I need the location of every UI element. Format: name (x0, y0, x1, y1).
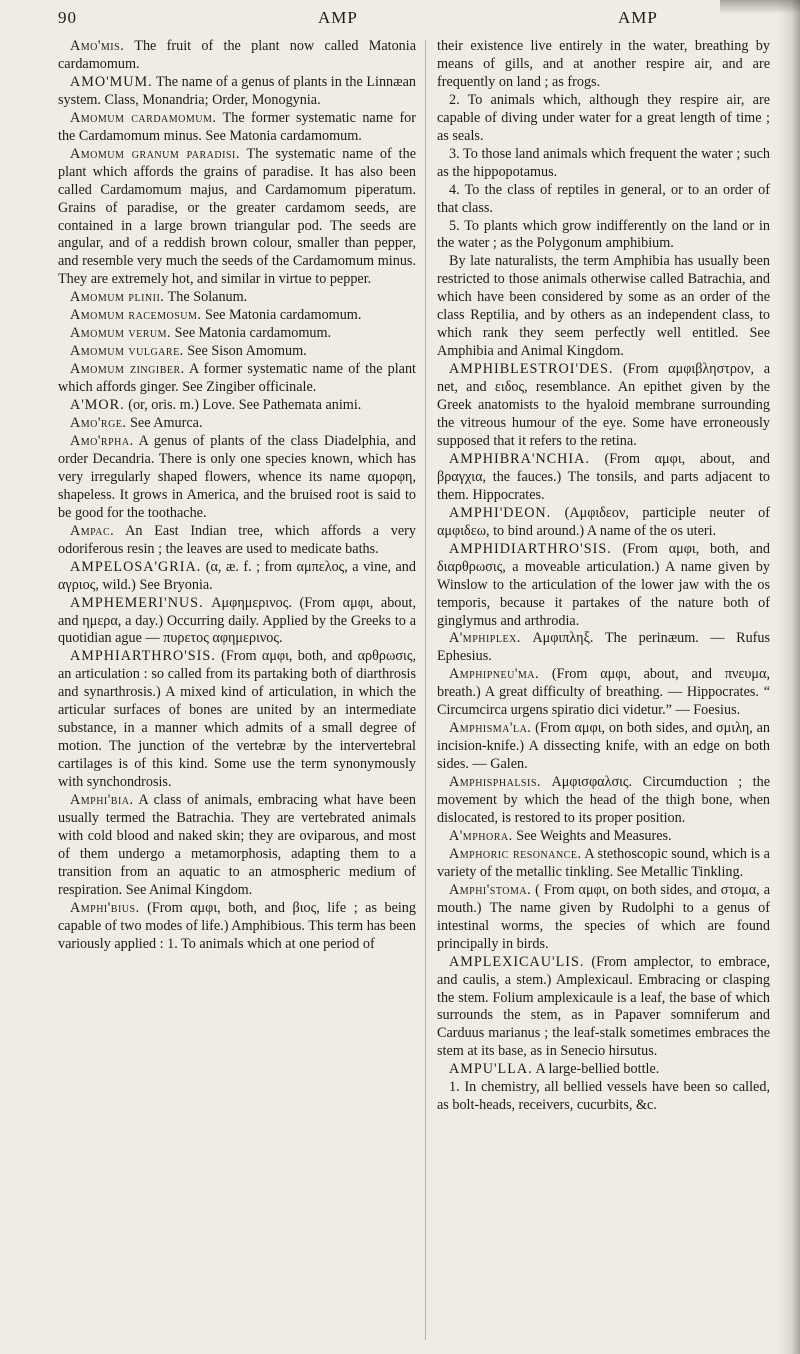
dictionary-entry (58, 74, 416, 110)
page-number: 90 (58, 8, 77, 27)
entry-headword: Amo'mis. (70, 38, 125, 54)
entry-definition: A large-bellied bottle. (532, 1061, 660, 1078)
entry-headword: A'mphiplex. (449, 630, 521, 647)
entry-definition: Αμφισφαλσις. Circumduction ; the movement by which the head of the thigh bone, when dislocated, is restored to its proper position. (437, 774, 770, 826)
entry-headword: AMPHIBLESTROI'DES. (449, 361, 614, 378)
entry-headword: Amphoric resonance. (449, 845, 582, 862)
dictionary-entry (58, 792, 416, 900)
dictionary-entry (437, 630, 770, 666)
running-head-right: AMP (618, 8, 658, 27)
entry-definition: (or, oris. m.) Love. See Pathemata animi. (124, 397, 362, 414)
entry-definition: (From αμφι, both, and αρθρωσις, an articulation : so called from its partaking both of diarthrosis and synarthrosis.) A mixed kind of articulation, in which the articular surfaces of bones are united by an intermediate substance, in a manner which admits of a small degree of motion. The junction of the vertebræ by the intervertebral cartilages is of this kind. Some use the term synonymously with synchondrosis. (58, 648, 416, 791)
entry-definition: Αμφημερινος. (From αμφι, about, and ημερα, a day.) Occurring daily. Applied by the Greeks to a quotidian ague — πυρετος αφημερινος. (58, 594, 416, 647)
entry-headword: AMPU'LLA. (449, 1061, 533, 1078)
entry-headword: Amomum racemosum. (70, 307, 202, 324)
entry-definition: 4. To the class of reptiles in general, or to an order of that class. (437, 181, 770, 216)
entry-headword: AMPHIBRA'NCHIA. (449, 450, 590, 467)
entry-headword: AMPHIDIARTHRO'SIS. (449, 540, 612, 557)
dictionary-entry (437, 954, 770, 1062)
entry-definition: (From αμφι, both, and βιος, life ; as being capable of two modes of life.) Amphibious. This term has been variously applied : 1. To animals which at one period of (58, 899, 416, 952)
entry-headword: Amomum cardamomum. (70, 109, 217, 126)
dictionary-entry (437, 92, 770, 146)
entry-definition: their existence live entirely in the water, breathing by means of gills, and at another respire air, and are frequently on land ; as frogs. (437, 38, 770, 90)
entry-definition: (From αμφιβληστρον, a net, and ειδος, resemblance. An epithet given by the Greek anatomists to the hyaloid membrane surrounding the vitreous humour of the eye. Some have erroneously supposed that it refers to the retina. (437, 361, 770, 449)
dictionary-entry (437, 774, 770, 828)
entry-headword: Amomum granum paradisi. (70, 145, 240, 162)
entry-headword: Amo'rge. (70, 415, 127, 432)
dictionary-entry (437, 720, 770, 774)
entry-headword: Ampac. (70, 522, 115, 539)
entry-headword: Amomum vulgare. (70, 343, 184, 360)
entry-definition: See Matonia cardamomum. (201, 307, 362, 324)
entry-definition: See Sison Amomum. (183, 343, 307, 360)
entry-headword: Amphipneu'ma. (449, 666, 540, 683)
entry-definition: The former systematic name for the Cardamomum minus. See Matonia cardamomum. (58, 109, 416, 144)
dictionary-entry (58, 415, 416, 433)
dictionary-entry (58, 325, 416, 343)
entry-definition: See Matonia cardamomum. (171, 325, 332, 342)
dictionary-entry (437, 1061, 770, 1079)
entry-headword: AMPHI'DEON. (449, 504, 552, 521)
entry-definition: 3. To those land animals which frequent the water ; such as the hippopotamus. (437, 145, 770, 180)
entry-headword: Amphisphalsis. (449, 774, 541, 791)
entry-definition: A class of animals, embracing what have been usually termed the Batrachia. They are vertebrated animals with cold blood and naked skin; they are oviparous, and most of them undergo a metamorphosis, adapting them to a transition from an aquatic to an atmospheric medium of respiration. See Animal Kingdom. (58, 792, 416, 898)
entry-headword: A'MOR. (70, 397, 125, 414)
entry-definition: The systematic name of the plant which affords the grains of paradise. It has also been called Cardamomum majus, and Cardamomum piperatum. Grains of paradise, or the greater cardamom seeds, are contained in a large brown triangular pod. The seeds are angular, and of a reddish brown colour, smaller than pepper, and resemble very much the seeds of the Cardamomum minus. They are extremely hot, and similar in virtue to pepper. (58, 145, 416, 288)
dictionary-entry (437, 828, 770, 846)
entry-headword: Amphi'bius. (70, 899, 140, 916)
page-corner-shadow (720, 0, 800, 14)
column-divider (425, 40, 426, 1340)
entry-definition: The Solanum. (164, 289, 248, 306)
dictionary-entry (58, 110, 416, 146)
entry-definition: A former systematic name of the plant which affords ginger. See Zingiber officinale. (58, 361, 416, 396)
entry-definition: Αμφιπληξ. The perinæum. — Rufus Ephesius. (437, 630, 770, 665)
dictionary-entry (58, 523, 416, 559)
dictionary-entry (58, 433, 416, 523)
entry-definition: The name of a genus of plants in the Linnæan system. Class, Monandria; Order, Monogynia. (58, 73, 416, 108)
entry-headword: AMPELOSA'GRIA. (70, 558, 202, 575)
entry-headword: Amomum zingiber. (70, 361, 185, 378)
dictionary-entry (437, 253, 770, 361)
dictionary-entry (58, 559, 416, 595)
dictionary-entry (58, 146, 416, 290)
running-head-left: AMP (318, 8, 358, 27)
entry-headword: A'mphora. (449, 827, 513, 844)
dictionary-entry (58, 307, 416, 325)
dictionary-entry (437, 182, 770, 218)
dictionary-entry (58, 648, 416, 792)
dictionary-entry (437, 666, 770, 720)
entry-headword: AMPHIARTHRO'SIS. (70, 648, 216, 665)
dictionary-entry (437, 146, 770, 182)
entry-headword: AMO'MUM. (70, 73, 153, 90)
entry-definition: (α, æ. f. ; from αμπελος, a vine, and αγριος, wild.) See Bryonia. (58, 558, 416, 593)
entry-headword: AMPHEMERI'NUS. (70, 594, 204, 611)
dictionary-entry (58, 38, 416, 74)
dictionary-entry (437, 505, 770, 541)
entry-headword: Amphi'stoma. (449, 881, 532, 898)
dictionary-entry (437, 38, 770, 92)
dictionary-entry (58, 397, 416, 415)
dictionary-entry (58, 289, 416, 307)
dictionary-entry (58, 361, 416, 397)
dictionary-entry (437, 218, 770, 254)
dictionary-entry (437, 1079, 770, 1115)
entry-definition: A genus of plants of the class Diadelphia, and order Decandria. There is only one species known, which has very irregularly shaped flowers, whence its name αμορφη, shapeless. It grows in America, and the bruised root is said to be good for the toothache. (58, 432, 416, 521)
entry-headword: Amomum plinii. (70, 289, 165, 306)
entry-definition: 5. To plants which grow indifferently on the land or in the water ; as the Polygonum amphibium. (437, 217, 770, 252)
entry-definition: (From amplector, to embrace, and caulis, a stem.) Amplexicaul. Embracing or clasping the stem. Folium amplexicaule is a leaf, the base of which surrounds the stem, as in Papaver somniferum and Carduus marianus ; the leaf-stalk sometimes embraces the stem at its base, as in Senecio hirsutus. (437, 953, 770, 1060)
page-edge-shadow (778, 0, 800, 1354)
entry-definition: 2. To animals which, although they respire air, are capable of diving under water for a great length of time ; as seals. (437, 91, 770, 144)
entry-definition: The fruit of the plant now called Matonia cardamomum. (58, 38, 416, 72)
left-column (58, 38, 416, 954)
entry-headword: Amphi'bia. (70, 792, 134, 809)
dictionary-entry (437, 451, 770, 505)
entry-definition: (Αμφιδεον, participle neuter of αμφιδεω, to bind around.) A name of the os uteri. (437, 504, 770, 539)
dictionary-entry (437, 541, 770, 631)
entry-definition: ( From αμφι, on both sides, and στομα, a mouth.) The name given by Rudolphi to a genus of intestinal worms, the species of which are found principally in birds. (437, 881, 770, 952)
entry-definition: A stethoscopic sound, which is a variety of the metallic tinkling. See Metallic Tinkling. (437, 845, 770, 880)
entry-definition: (From αμφι, on both sides, and σμιλη, an incision-knife.) A dissecting knife, with an edge on both sides. — Galen. (437, 720, 770, 773)
entry-headword: Amo'rpha. (70, 432, 134, 449)
dictionary-entry (58, 343, 416, 361)
dictionary-entry (437, 882, 770, 954)
dictionary-entry (437, 846, 770, 882)
entry-definition: By late naturalists, the term Amphibia has usually been restricted to those animals otherwise called Batrachia, and which have been considered by some as an order of the class Reptilia, and by others as an independent class, to which rank they seem perfectly well entitled. See Amphibia and Animal Kingdom. (437, 253, 770, 360)
entry-definition: See Amurca. (126, 415, 203, 432)
entry-headword: Amphisma'la. (449, 720, 532, 737)
right-column (437, 38, 770, 1115)
page-header (58, 8, 760, 36)
dictionary-entry (58, 595, 416, 649)
entry-definition: (From αμφι, about, and βραγχια, the fauces.) The tonsils, and parts adjacent to them. Hippocrates. (437, 450, 770, 503)
entry-definition: (From αμφι, both, and διαρθρωσις, a moveable articulation.) A name given by Winslow to the articulation of the lower jaw with the os temporis, because it partakes of the nature both of ginglymus and arthrodia. (437, 540, 770, 629)
entry-definition: (From αμφι, about, and πνευμα, breath.) A great difficulty of breathing. — Hippocrates. “ Circumcirca urgens spiratio dici videtur.” — Foesius. (437, 666, 770, 719)
entry-definition: See Weights and Measures. (512, 827, 672, 844)
entry-headword: Amomum verum. (70, 325, 172, 342)
entry-definition: An East Indian tree, which affords a very odoriferous resin ; the leaves are used to medicate baths. (58, 522, 416, 557)
entry-definition: 1. In chemistry, all bellied vessels have been so called, as bolt-heads, receivers, cucurbits, &c. (437, 1079, 770, 1114)
entry-headword: AMPLEXICAU'LIS. (449, 953, 585, 970)
dictionary-entry (437, 361, 770, 451)
dictionary-entry (58, 900, 416, 954)
